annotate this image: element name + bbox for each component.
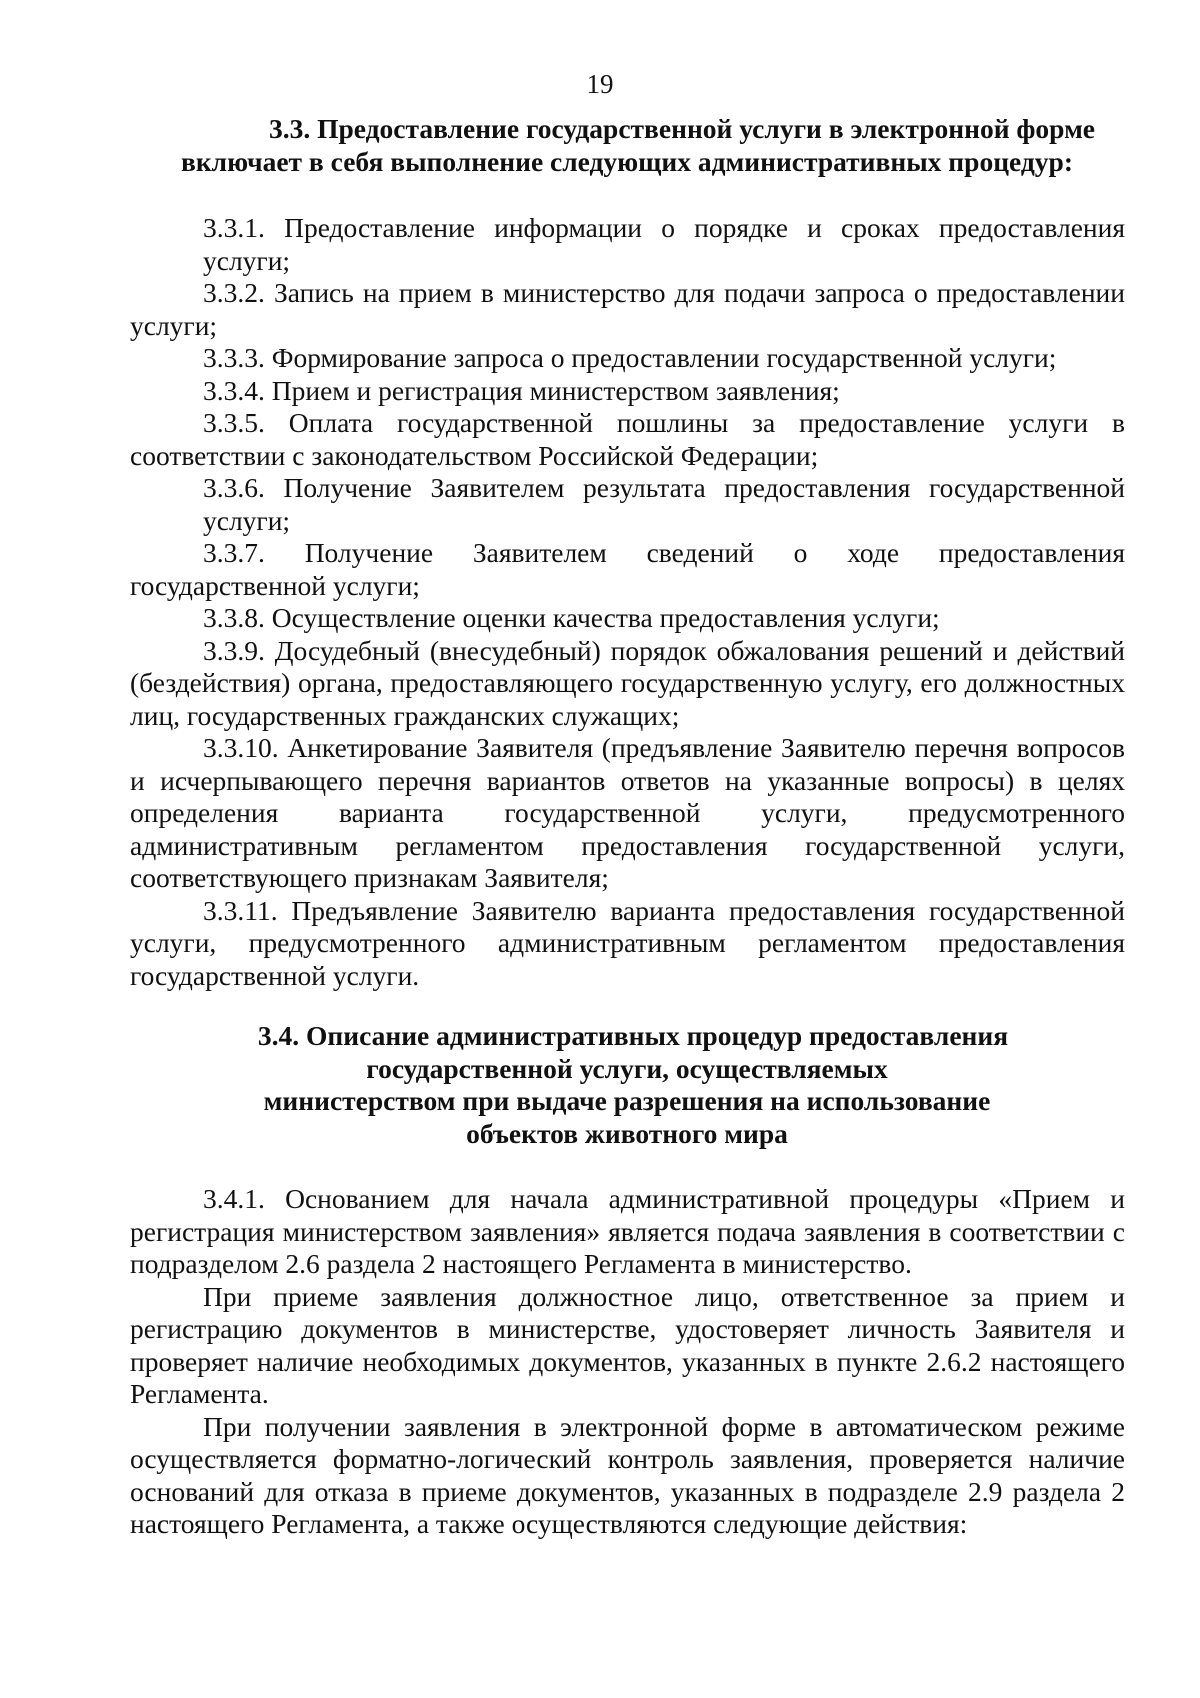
section-3-3-heading-line-2: включает в себя выполнение следующих административных процедур:: [180, 145, 1074, 177]
item-3-3-9: 3.3.9. Досудебный (внесудебный) порядок обжалования решений и действий (бездействия) органа, предоставляющего государственную услугу, его должностных лиц, государственных гражданских служащих;: [130, 634, 1125, 731]
item-3-3-11: 3.3.11. Предъявление Заявителю варианта предоставления государственной услуги, предусмотренного административным регламентом предоставления государственной услуги.: [130, 894, 1125, 991]
item-3-3-1: 3.3.1. Предоставление информации о порядке и сроках предоставления услуги;: [203, 212, 1125, 276]
section-3-3-heading-line-1: 3.3. Предоставление государственной услуги в электронной форме: [268, 113, 1096, 144]
paragraph-electronic: При получении заявления в электронной форме в автоматическом режиме осуществляется форматно-логический контроль заявления, проверяется наличие оснований для отказа в приеме документов, указанных в подразделе 2.9 раздела 2 настоящего Регламента, а также осуществляются следующие действия:: [130, 1410, 1125, 1539]
item-3-3-5: 3.3.5. Оплата государственной пошлины за предоставление услуги в соответствии с законодательством Российской Федерации;: [130, 407, 1125, 471]
section-3-4-heading-line-1: 3.4. Описание административных процедур предоставления: [257, 1020, 1009, 1051]
section-3-4-heading-line-2: государственной услуги, осуществляемых: [366, 1052, 888, 1084]
paragraph-reception: При приеме заявления должностное лицо, ответственное за прием и регистрацию документов в министерстве, удостоверяет личность Заявителя и проверяет наличие необходимых документов, указанных в пункте 2.6.2 настоящего Регламента.: [130, 1280, 1125, 1409]
section-3-4-heading-line-3: министерством при выдаче разрешения на использование: [263, 1085, 991, 1116]
section-3-3-heading: [128, 113, 1126, 178]
section-3-4-body: [130, 1183, 1125, 1541]
item-3-3-3: 3.3.3. Формирование запроса о предоставлении государственной услуги;: [203, 342, 1057, 373]
item-3-3-8: 3.3.8. Осуществление оценки качества предоставления услуги;: [203, 602, 940, 633]
page-number: 19: [586, 69, 614, 99]
item-3-3-7: 3.3.7. Получение Заявителем сведений о ходе предоставления государственной услуги;: [130, 537, 1125, 601]
item-3-3-4: 3.3.4. Прием и регистрация министерством заявления;: [203, 374, 840, 406]
paragraph-3-4-1: 3.4.1. Основанием для начала административной процедуры «Прием и регистрация министерством заявления» является подача заявления в соответствии с подразделом 2.6 раздела 2 настоящего Регламента в министерство.: [130, 1183, 1125, 1279]
section-3-3-items: [130, 212, 1125, 992]
item-3-3-2: 3.3.2. Запись на прием в министерство для подачи запроса о предоставлении услуги;: [130, 277, 1125, 341]
section-3-4-heading-line-4: объектов животного мира: [466, 1117, 788, 1149]
section-3-4-heading: [128, 1020, 1126, 1150]
item-3-3-6: 3.3.6. Получение Заявителем результата предоставления государственной услуги;: [203, 472, 1125, 536]
item-3-3-10: 3.3.10. Анкетирование Заявителя (предъявление Заявителю перечня вопросов и исчерпывающего перечня вариантов ответов на указанные вопросы) в целях определения варианта государственной услуги, предусмотренного административным регламентом предоставления государственной услуги, соответствующего признакам Заявителя;: [130, 732, 1125, 893]
